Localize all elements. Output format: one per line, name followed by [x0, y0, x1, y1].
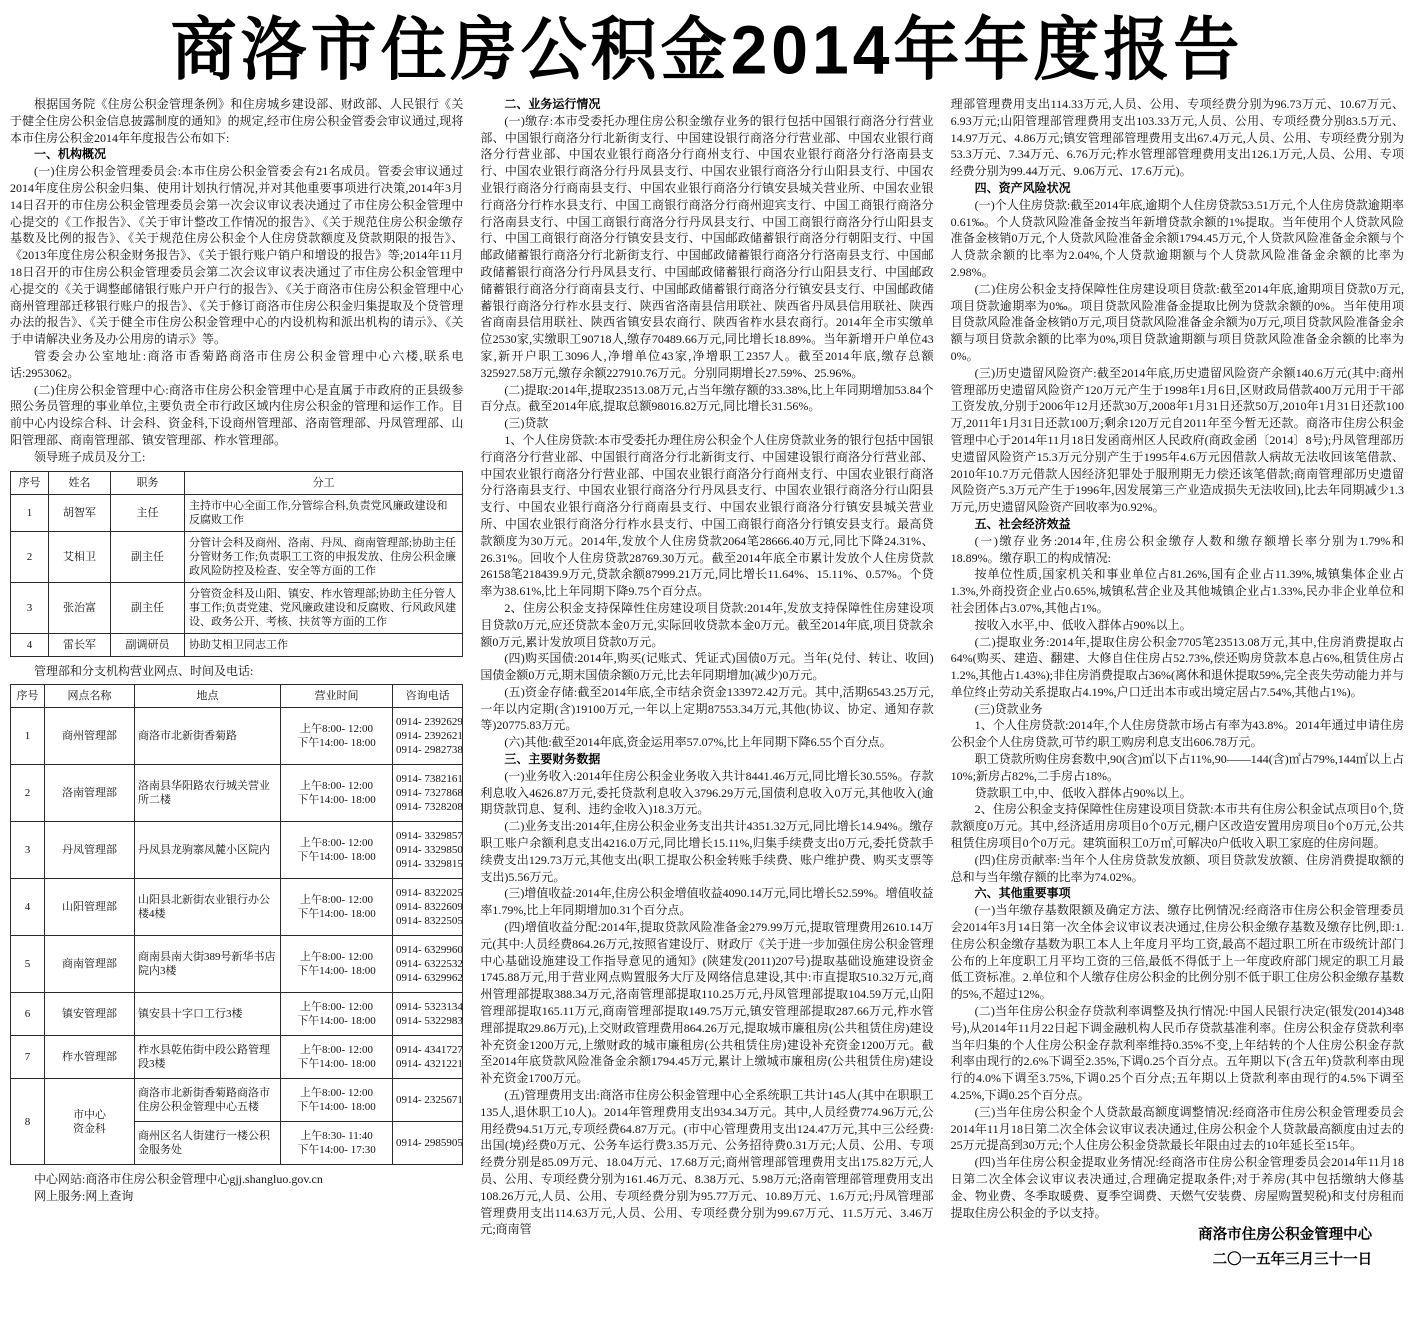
left-column	[10, 96, 463, 1328]
table-row	[11, 582, 463, 633]
paragraph: (三)贷款	[504, 416, 549, 431]
cell-no: 1	[11, 494, 49, 531]
paragraph: (三)历史遗留风险资产:截至2014年底,历史遗留风险资产余额140.6万元(其中:商州管理部历史遗留风险资产120万元产生于1998年1月6日,区财政局借款400万元用于干部工资发放,分别于2006年12月还款30万,2008年1月31日还款50万,2010年1月31日还款100万,2011年1月31日还款100万;剩余120万元自2011年至今暂无还款。商洛市住房公积金管理中心于2014年11月18日发函商州区人民政府(商政金函〔2014〕8号);丹凤管理部历史遗留风险资产15.3万元分别产生于1995年4.6万元因借款人病故无法收回该笔借款、2010年10.7万元借款人因经济犯罪处于服刑期无力偿还该笔借款;商南管理部历史遗留风险资产5.3万元产生于1996年,因发展第三产业造成损失无法收回),比去年同期减少1.3万元,历史遗留风险资产回收率为0.92%。	[950, 365, 1404, 515]
section-heading-6: 六、其他重要事项	[974, 886, 1071, 901]
cell-phones: 0914- 6329960 0914- 6322532 0914- 6329962	[393, 936, 463, 993]
cell-phones: 0914- 2325671	[393, 1079, 463, 1122]
paragraph: 1、个人住房贷款:2014年,个人住房贷款市场占有率为43.8%。2014年通过申请住房公积金个人住房贷款,可节约职工购房利息支出606.78万元。	[950, 718, 1404, 750]
table-row	[11, 1079, 463, 1122]
cell-no: 4	[11, 633, 49, 656]
paragraph: (四)购买国债:2014年,购买(记账式、凭证式)国债0万元。当年(兑付、转让、收回)国债金额0万元,期末国债余额0万元,比去年同期增加(减少)0万元。	[480, 651, 934, 683]
cell-duty: 分管资金科及山阳、镇安、柞水管理部;协助主任分管人事工作;负责党建、党风廉政建设和反腐败、行风政风建设、政务公开、考核、扶贫等方面的工作	[185, 582, 463, 633]
paragraph: (四)住房贡献率:当年个人住房贷款发放额、项目贷款发放额、住房消费提取额的总和与当年缴存额的比率为74.02%。	[950, 852, 1404, 884]
cell-branch-name: 丹凤管理部	[45, 822, 135, 879]
cell-duty: 分管计会科及商州、洛南、丹凤、商南管理部;协助主任分管财务工作;负责职工工资的申报发放、住房公积金廉政风险防控及检查、安全等方面的工作	[185, 531, 463, 582]
table-row	[11, 993, 463, 1036]
section-heading-5: 五、社会经济效益	[974, 516, 1071, 531]
cell-address: 柞水县乾佑街中段公路管理段3楼	[135, 1036, 281, 1079]
cell-address: 商州区名人街建行一楼公积金服务处	[135, 1122, 281, 1165]
cell-phones: 0914- 2985905	[393, 1122, 463, 1165]
section-heading-2: 二、业务运行情况	[504, 97, 601, 111]
paragraph: (一)缴存业务:2014年,住房公积金缴存人数和缴存额增长率分别为1.79%和18.89%。缴存职工的构成情况:	[950, 533, 1404, 565]
cell-branch-name: 商州管理部	[45, 708, 135, 765]
paragraph: 管委会办公室地址:商洛市香菊路商洛市住房公积金管理中心六楼,联系电话:2953062。	[10, 348, 464, 380]
website-line: 中心网站:商洛市住房公积金管理中心gjj.shangluo.gov.cn	[34, 1172, 323, 1187]
cell-title: 副主任	[111, 582, 185, 633]
cell-address: 商洛市北新街香菊路	[135, 708, 281, 765]
paragraph: (三)增值收益:2014年,住房公积金增值收益4090.14万元,同比增长52.59%。增值收益率1.79%,比上年同期增加0.31个百分点。	[480, 886, 934, 918]
paragraph: (五)资金存储:截至2014年底,全市结余资金133972.42万元。其中,活期6543.25万元,一年以内定期(含)19100万元,一年以上定期87553.34万元,其他(协议、协定、通知存款等)20775.83万元。	[480, 684, 934, 733]
paragraph: (六)其他:截至2014年底,资金运用率57.07%,比上年同期下降6.55个百分点。	[504, 735, 892, 750]
paragraph: 2、住房公积金支持保障性住房建设项目贷款:本市共有住房公积金试点项目0个,贷款额度0万元。其中,经济适用房项目0个0万元,棚户区改造安置用房项目0个0万元,公共租赁住房项目0个0万元。建筑面积工0万㎡,可解决0户低收入职工家庭的住房问题。	[950, 802, 1404, 851]
paragraph: 按收入水平,中、低收入群体占90%以上。	[974, 617, 1192, 632]
cell-hours: 上午8:00- 12:00 下午14:00- 18:00	[281, 1079, 393, 1122]
col-header: 姓名	[49, 471, 111, 494]
cell-title: 副主任	[111, 531, 185, 582]
cell-no: 4	[11, 879, 45, 936]
paragraph: (四)增值收益分配:2014年,提取贷款风险准备金279.99万元,提取管理费用2610.14万元(其中:人员经费864.26万元,按照省建设厅、财政厅《关于进一步加强住房公积金管理中心基础设施建设工作指导意见的通知》(陕建发(2011)207号)提取基础设施建设资金1745.88万元,用于营业网点购置服务大厅及网络信息建设,其中:市直提取510.32万元,商州管理部提取388.34万元,洛南管理部提取110.25万元,丹凤管理部提取104.59万元,山阳管理部提取165.11万元,商南管理部提取149.75万元,镇安管理部提取287.66万元,柞水管理部提取29.86万元),上交财政管理费用864.26万元,提取城市廉租房(公共租赁住房)建设补充资金1200万元,上缴财政的城市廉租房(公共租赁住房)建设补充资金1200万元。截至2014年底贷款风险准备金余额1794.45万元,累计上缴城市廉租房(公共租赁住房)建设补充资金1700万元。	[480, 920, 934, 1086]
cell-hours: 上午8:00- 12:00 下午14:00- 18:00	[281, 765, 393, 822]
cell-branch-name: 洛南管理部	[45, 765, 135, 822]
paragraph: (二)业务支出:2014年,住房公积金业务支出共计4351.32万元,同比增长14.94%。缴存职工账户余额利息支出4216.0万元,同比增长15.11%,归集手续费支出0万元,委托贷款手续费支出129.73万元,其他支出(职工提取公积金转账手续费、账户维护费、购买支票等支出)5.56万元。	[480, 819, 934, 884]
cell-phones: 0914- 4341727 0914- 4321221	[393, 1036, 463, 1079]
table-row	[11, 494, 463, 531]
cell-branch-name: 商南管理部	[45, 936, 135, 993]
cell-name: 艾相卫	[49, 531, 111, 582]
cell-no: 8	[11, 1079, 45, 1165]
cell-no: 3	[11, 822, 45, 879]
paragraph: (一)业务收入:2014年住房公积金业务收入共计8441.46万元,同比增长30.55%。存款利息收入4626.87万元,委托贷款利息收入3796.29万元,国债利息收入0万元,其他收入(逾期贷款罚息、复利、违约金收入)18.3万元。	[480, 768, 934, 817]
cell-title: 主任	[111, 494, 185, 531]
paragraph: 领导班子成员及分工:	[34, 449, 146, 464]
paragraph: 职工贷款所购住房套数中,90(含)㎡以下占11%,90——144(含)㎡占79%,144㎡以上占10%;新房占82%,二手房占18%。	[950, 752, 1404, 783]
cell-hours: 上午8:00- 12:00 下午14:00- 18:00	[281, 936, 393, 993]
table-row	[11, 879, 463, 936]
paragraph: 2、住房公积金支持保障性住房建设项目贷款:2014年,发放支持保障性住房建设项目贷款0万元,应还贷款本金0万元,实际回收贷款本金0万元。截至2014年底,项目贷款余额0万元,累计发放项目贷款0万元。	[480, 600, 934, 649]
cell-duty: 协助艾相卫同志工作	[185, 633, 463, 656]
col-header: 咨询电话	[393, 685, 463, 708]
table-row	[11, 765, 463, 822]
columns	[10, 96, 1404, 1328]
col-header: 地点	[135, 685, 281, 708]
cell-address: 商南县南大街389号新华书店院内3楼	[135, 936, 281, 993]
paragraph: (三)贷款业务	[974, 701, 1043, 716]
table-row	[11, 633, 463, 656]
cell-address: 洛南县华阳路农行城关营业所二楼	[135, 765, 281, 822]
col-header: 职务	[111, 471, 185, 494]
branches-intro: 管理部和分支机构营业网点、时间及电话:	[34, 663, 254, 678]
cell-name: 雷长军	[49, 633, 111, 656]
table-row	[11, 1036, 463, 1079]
paragraph: 1、个人住房贷款:本市受委托办理住房公积金个人住房贷款业务的银行包括中国银行商洛分行营业部、中国银行商洛分行北新街支行、中国建设银行商洛分行营业部、中国农业银行商洛分行营业部、中国农业银行商洛分行商州支行、中国农业银行商洛分行洛南县支行、中国农业银行商洛分行丹凤县支行、中国农业银行商洛分行山阳县支行、中国农业银行商洛分行商南县支行、中国农业银行商洛分行镇安县城关营业所、中国农业银行商洛分行柞水县支行、中国工商银行商洛分行镇安县支行。最高贷款额度为30万元。2014年,发放个人住房贷款2064笔28666.40万元,同比下降24.31%、26.31%。回收个人住房贷款28769.30万元。截至2014年底全市累计发放个人住房贷款26158笔218439.9万元,贷款余额87999.21万元,同比增长11.64%、15.11%、0.57%。个贷率为38.61%,比上年同期下降9.75个百分点。	[480, 432, 934, 599]
cell-no: 3	[11, 582, 49, 633]
table-row	[11, 822, 463, 879]
cell-address: 商洛市北新街香菊路商洛市住房公积金管理中心五楼	[135, 1079, 281, 1122]
cell-no: 1	[11, 708, 45, 765]
col-header: 分工	[185, 471, 463, 494]
col-header: 序号	[11, 471, 49, 494]
table-row	[11, 936, 463, 993]
paragraph: (一)当年缴存基数限额及确定方法、缴存比例情况:经商洛市住房公积金管理委员会2014年3月14日第一次全体会议审议表决通过,住房公积金缴存基数及缴存比例,即:1.住房公积金缴存基数为职工本人上年度月平均工资,最高不超过职工所在市级统计部门公布的上年度职工月平均工资的三倍,最低不得低于上一年度政府部门规定的职工月最低工资标准。2.单位和个人缴存住房公积金的比例分别不低于职工住房公积金缴存基数的5%,不超过12%。	[950, 903, 1404, 1002]
continuation-paragraph: 理部管理费用支出114.33万元,人员、公用、专项经费分别为96.73万元、10.67万元、6.93万元;山阳管理部管理费用支出103.33万元,人员、公用、专项经费分别83.5万元、14.97万元、4.86万元;镇安管理部管理费用支出67.4万元,人员、公用、专项经费分别为53.3万元、7.34万元、6.76万元;柞水管理部管理费用支出126.1万元,人员、公用、专项经费分别为99.44万元、9.06万元、17.6万元)。	[950, 97, 1404, 179]
paragraph: 贷款职工中,中、低收入群体占90%以上。	[974, 785, 1192, 800]
paragraph: (二)住房公积金支持保障性住房建设项目贷款:截至2014年底,逾期项目贷款0万元,项目贷款逾期率为0‰。项目贷款风险准备金提取比例为贷款余额的0%。当年使用项目贷款风险准备金核销0万元,项目贷款风险准备金余额为0万元,项目贷款风险准备金余额与项目贷款余额的比率为0%,项目贷款逾期额与项目贷款风险准备金余额的比率为0%。	[950, 281, 1404, 363]
cell-no: 6	[11, 993, 45, 1036]
page-title: 商洛市住房公积金2014年年度报告	[170, 11, 1244, 89]
section-heading-4: 四、资产风险状况	[974, 180, 1071, 195]
cell-hours: 上午8:00- 12:00 下午14:00- 18:00	[281, 708, 393, 765]
cell-hours: 上午8:00- 12:00 下午14:00- 18:00	[281, 1036, 393, 1079]
section-heading-1: 一、机构概况	[34, 147, 107, 162]
paragraph: 按单位性质,国家机关和事业单位占81.26%,国有企业占11.39%,城镇集体企业占1.3%,外商投资企业占0.65%,城镇私营企业及其他城镇企业占1.33%,民办非企业单位和社会团体占3.07%,其他占1%。	[950, 567, 1404, 615]
signature-date: 二〇一五年三月三十一日	[1212, 1252, 1373, 1269]
col-header: 序号	[11, 685, 45, 708]
col-header: 营业时间	[281, 685, 393, 708]
paragraph: (一)住房公积金管理委员会:本市住房公积金管委会有21名成员。管委会审议通过2014年度住房公积金归集、使用计划执行情况,并对其他重要事项进行决策,2014年3月14日召开的市住房公积金管理委员会第一次会议审议表决通过了市住房公积金管理中心提交的《工作报告》、《关于审计整改工作情况的报告》、《关于规范住房公积金缴存基数及比例的报告》、《关于规范住房公积金个人住房贷款额度及贷款期限的报告》、《2013年度住房公积金财务报告》、《关于银行账户销户和增设的报告》等;2014年11月18日召开的市住房公积金管理委员会第二次会议审议表决通过了市住房公积金管理中心提交的《关于调整邮储银行账户开户行的报告》、《关于商洛市住房公积金管理中心商州管理部迁移银行账户的报告》、《关于修订商洛市住房公积金归集提取及个贷管理办法的报告》、《关于健全市住房公积金管理中心的内设机构和派出机构的请示》、《关于申请解决业务及办公用房的请示》等。	[10, 164, 464, 347]
cell-name: 胡智军	[49, 494, 111, 531]
paragraph: (四)当年住房公积金提取业务情况:经商洛市住房公积金管理委员会2014年11月18日第二次全体会议审议表决通过,合理确定提取条件;对于养房(其中包括缴纳大修基金、物业费、冬季取暖费、夏季空调费、天燃气安装费、房屋购置契税)和支付房租而提取住房公积金的予以支持。	[950, 1155, 1404, 1220]
cell-address: 镇安县十字口工行3楼	[135, 993, 281, 1036]
cell-phones: 0914- 3329857 0914- 3329850 0914- 3329815	[393, 822, 463, 879]
cell-phones: 0914- 2392629 0914- 2392621 0914- 2982738	[393, 708, 463, 765]
cell-no: 2	[11, 531, 49, 582]
cell-address: 丹凤县龙驹寨凤麓小区院内	[135, 822, 281, 879]
cell-no: 7	[11, 1036, 45, 1079]
cell-phones: 0914- 7382161 0914- 7327868 0914- 7328208	[393, 765, 463, 822]
leaders-table	[10, 471, 463, 657]
cell-no: 2	[11, 765, 45, 822]
cell-hours: 上午8:30- 11:40 下午14:00- 17:30	[281, 1122, 393, 1165]
cell-address: 山阳县北新街农业银行办公楼4楼	[135, 879, 281, 936]
cell-phones: 0914- 5323134 0914- 5322983	[393, 993, 463, 1036]
cell-hours: 上午8:00- 12:00 下午14:00- 18:00	[281, 993, 393, 1036]
table-header-row	[11, 471, 463, 494]
cell-branch-name: 山阳管理部	[45, 879, 135, 936]
table-header-row	[11, 685, 463, 708]
cell-hours: 上午8:00- 12:00 下午14:00- 18:00	[281, 879, 393, 936]
intro-paragraph: 根据国务院《住房公积金管理条例》和住房城乡建设部、财政部、人民银行《关于健全住房公积金信息披露制度的通知》的规定,经市住房公积金管委会审议通过,现将本市住房公积金2014年年度报告公布如下:	[10, 97, 464, 145]
cell-name: 张治富	[49, 582, 111, 633]
cell-branch-name: 柞水管理部	[45, 1036, 135, 1079]
col-header: 网点名称	[45, 685, 135, 708]
cell-branch-name: 镇安管理部	[45, 993, 135, 1036]
paragraph: (二)住房公积金管理中心:商洛市住房公积金管理中心是直属于市政府的正县级参照公务员管理的事业单位,主要负责全市行政区域内住房公积金的管理和运作工作。目前中心内设综合科、计会科、资金科,下设商州管理部、洛南管理部、丹凤管理部、山阳管理部、商南管理部、镇安管理部、柞水管理部。	[10, 382, 464, 447]
online-service-line: 网上服务:网上查询	[34, 1189, 134, 1204]
signature-org: 商洛市住房公积金管理中心	[1198, 1227, 1373, 1244]
branches-table	[10, 684, 463, 1165]
paragraph: (二)提取:2014年,提取23513.08万元,占当年缴存额的33.38%,比上年同期增加53.84个百分点。截至2014年底,提取总额98016.82万元,同比增长31.56%。	[480, 382, 934, 414]
cell-hours: 上午8:00- 12:00 下午14:00- 18:00	[281, 822, 393, 879]
paragraph: (一)个人住房贷款:截至2014年底,逾期个人住房贷款53.51万元,个人住房贷款逾期率0.61‰。个人贷款风险准备金按当年新增贷款余额的1%提取。当年使用个人贷款风险准备金核销0万元,个人贷款风险准备金余额1794.45万元,个人贷款风险准备金余额与个人贷款余额的比率为2.04%,个人贷款逾期额与个人贷款风险准备金余额的比率为2.98%。	[950, 197, 1404, 279]
cell-branch-name: 市中心 资金科	[45, 1079, 135, 1165]
paragraph: (三)当年住房公积金个人贷款最高额度调整情况:经商洛市住房公积金管理委员会2014年11月18日第二次全体会议审议表决通过,住房公积金个人贷款最高额度由过去的25万元提高到30万元;个人住房公积金贷款最长年限由过去的10年延长至15年。	[950, 1104, 1404, 1153]
cell-no: 5	[11, 936, 45, 993]
middle-column	[480, 96, 933, 1328]
table-row	[11, 531, 463, 582]
section-heading-3: 三、主要财务数据	[504, 752, 601, 767]
cell-title: 副调研员	[111, 633, 185, 656]
cell-duty: 主持市中心全面工作,分管综合科,负责党风廉政建设和反腐败工作	[185, 494, 463, 531]
paragraph: (二)提取业务:2014年,提取住房公积金7705笔23513.08万元,其中,住房消费提取占64%(购买、建造、翻建、大修自住住房占52.73%,偿还购房贷款本息占6%,租赁住房占1.2%,其他占1.43%);非住房消费提取占36%(离休和退休提取59%,完全丧失劳动能力并与单位终止劳动关系提取占4.19%,户口迁出本市或出境定居占7.54%,其他占1%)。	[950, 634, 1404, 699]
table-row	[11, 708, 463, 765]
paragraph: (五)管理费用支出:商洛市住房公积金管理中心全系统职工共计145人(其中在职职工135人,退休职工10人)。2014年管理费用支出934.34万元。其中,人员经费774.96万元,公用经费94.51万元,专项经费64.87万元。(市中心管理费用支出124.47万元,其中三公经费:出国(境)经费0万元、公务车运行费3.35万元、公务招待费0.31万元;人员、公用、专项经费分别是85.09万元、18.04万元、17.68万元;商州管理部管理费用支出175.82万元,人员、公用、专项经费分别为161.46万元、8.38万元、5.98万元;洛南管理部管理费用支出108.26万元,人员、公用、专项经费分别为95.77万元、10.89万元、1.6万元;丹凤管理部管理费用支出114.63万元,人员、公用、专项经费分别为99.67万元、11.5万元、3.46万元;商南管	[480, 1088, 934, 1237]
cell-phones: 0914- 8322025 0914- 8322609 0914- 8322505	[393, 879, 463, 936]
paragraph: (一)缴存:本市受委托办理住房公积金缴存业务的银行包括中国银行商洛分行营业部、中国银行商洛分行北新街支行、中国建设银行商洛分行营业部、中国农业银行商洛分行营业部、中国农业银行商洛分行商州支行、中国农业银行商洛分行洛南县支行、中国农业银行商洛分行丹凤县支行、中国农业银行商洛分行山阳县支行、中国农业银行商洛分行商南县支行、中国农业银行商洛分行镇安县城关营业所、中国农业银行商洛分行柞水县支行、中国工商银行商洛分行商州迎宾支行、中国工商银行商洛分行洛南县支行、中国工商银行商洛分行丹凤县支行、中国工商银行商洛分行山阳县支行、中国工商银行商洛分行镇安县支行、中国邮政储蓄银行商洛分行朝阳支行、中国邮政储蓄银行商洛分行北新街支行、中国邮政储蓄银行商洛分行洛南县支行、中国邮政储蓄银行商洛分行丹凤县支行、中国邮政储蓄银行商洛分行山阳县支行、中国邮政储蓄银行商洛分行商南县支行、中国邮政储蓄银行商洛分行镇安县支行、中国邮政储蓄银行商洛分行柞水县支行、陕西省洛南县信用联社、陕西省丹凤县信用联社、陕西省商南县信用联社、陕西省镇安县农商行、陕西省柞水县农商行。2014年全市实缴单位2530家,实缴职工90718人,缴存70489.66万元,同比增长18.89%。当年新增开户单位43家,新开户职工3096人,净增单位43家,净增职工2357人。截至2014年底,缴存总额325927.58万元,缴存余额227910.76万元。分别同期增长27.59%、25.96%。	[480, 113, 934, 380]
right-column	[951, 96, 1404, 1328]
paragraph: (二)当年住房公积金存贷款利率调整及执行情况:中国人民银行决定(银发(2014)348号),从2014年11月22日起下调金融机构人民币存贷款基准利率。住房公积金存贷款利率当年归集的个人住房公积金存款利率维持0.35%不变,上年结转的个人住房公积金存款利率由现行的2.6%下调至2.35%,下调0.25个百分点。五年期以下(含五年)贷款利率由现行的4.0%下调至3.75%,下调0.25个百分点;五年期以上贷款利率由现行的4.5%下调至4.25%,下调0.25个百分点。	[950, 1004, 1404, 1103]
